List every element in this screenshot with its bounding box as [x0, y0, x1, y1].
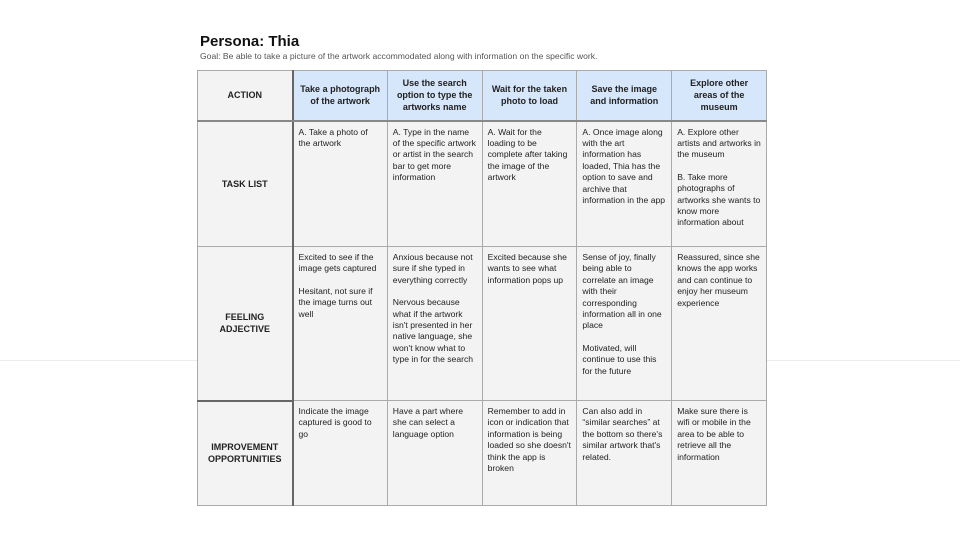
- row-header: TASK LIST: [198, 121, 293, 247]
- table-cell: [387, 247, 482, 401]
- cell-text: B. Take more photographs of artworks she wants to know more information about: [677, 171, 761, 228]
- table-cell: [387, 401, 482, 506]
- column-header: Explore other areas of the museum: [672, 71, 767, 121]
- cell-text: Have a part where she can select a language option: [392, 406, 464, 439]
- cell-text: A. Type in the name of the specific artwork or artist in the search bar to get more information: [392, 126, 476, 183]
- cell-text: A. Wait for the loading to be complete after taking the image of the artwork: [487, 126, 568, 183]
- table-cell: [482, 401, 577, 506]
- row-header: IMPROVEMENT OPPORTUNITIES: [198, 401, 293, 506]
- table-row: [198, 401, 767, 506]
- table-cell: [577, 247, 672, 401]
- cell-text: Sense of joy, finally being able to correlate an image with their corresponding information all in one place: [582, 252, 662, 331]
- page-title: Persona: Thia: [200, 33, 300, 50]
- cell-text: A. Once image along with the art information has loaded, Thia has the option to save and archive that information in the app: [582, 126, 666, 205]
- cell-text: Can also add in “similar searches” at the bottom so there's similar artwork that's related.: [582, 406, 663, 462]
- table-row: [198, 121, 767, 247]
- cell-text: Motivated, will continue to use this for the future: [582, 342, 657, 376]
- journey-map-table: [197, 70, 767, 506]
- table-cell: [672, 247, 767, 401]
- cell-text: Make sure there is wifi or mobile in the area to be able to retrieve all the information: [677, 406, 751, 462]
- column-header: Save the image and information: [577, 71, 672, 121]
- cell-text: Anxious because not sure if she typed in everything correctly: [392, 252, 473, 285]
- cell-text: Excited because she wants to see what information pops up: [487, 252, 567, 285]
- table-row: [198, 247, 767, 401]
- cell-text: A. Take a photo of the artwork: [298, 126, 368, 148]
- table-cell: [293, 121, 388, 247]
- column-header: Take a photograph of the artwork: [293, 71, 388, 121]
- table-cell: [672, 121, 767, 247]
- cell-text: Remember to add in icon or indication that information is being loaded so she doesn't think the app is broken: [487, 406, 571, 474]
- table-cell: [482, 121, 577, 247]
- table-cell: [482, 247, 577, 401]
- corner-header: ACTION: [198, 71, 293, 121]
- cell-text: Reassured, since she knows the app works and can continue to enjoy her museum experience: [677, 252, 760, 308]
- table-cell: [577, 401, 672, 506]
- table-cell: [577, 121, 672, 247]
- table-cell: [293, 401, 388, 506]
- cell-text: A. Explore other artists and artworks in the museum: [677, 126, 761, 160]
- row-header: FEELING ADJECTIVE: [198, 247, 293, 401]
- header-row: [198, 71, 767, 121]
- table-cell: [293, 247, 388, 401]
- column-header: Wait for the taken photo to load: [482, 71, 577, 121]
- cell-text: Hesitant, not sure if the image turns out well: [298, 285, 373, 319]
- table-cell: [672, 401, 767, 506]
- table-cell: [387, 121, 482, 247]
- cell-text: Nervous because what if the artwork isn't presented in her native language, she won't know what to type in for the search: [392, 297, 474, 365]
- cell-text: Indicate the image captured is good to go: [298, 406, 372, 439]
- column-header: Use the search option to type the artworks name: [387, 71, 482, 121]
- goal-text: Goal: Be able to take a picture of the artwork accommodated along with information on the specific work.: [200, 51, 598, 61]
- cell-text: Excited to see if the image gets captured: [298, 252, 377, 274]
